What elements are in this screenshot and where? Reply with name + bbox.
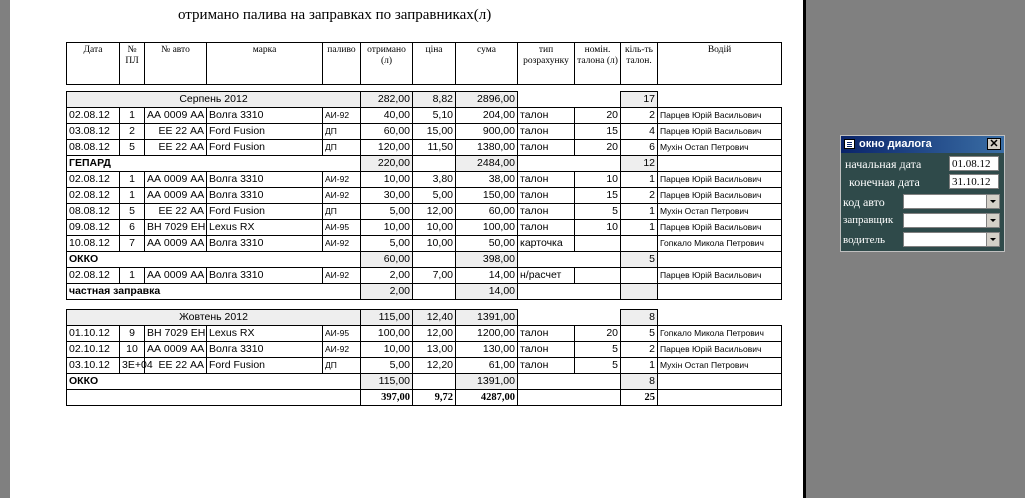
cell-car-number: АА 0009 АА bbox=[145, 342, 207, 358]
cell-coupon-count bbox=[621, 236, 658, 252]
chevron-down-icon[interactable] bbox=[986, 195, 999, 208]
cell-payment-type: талон bbox=[518, 172, 575, 188]
group-price: 8,82 bbox=[413, 92, 456, 108]
cell-driver: Парцев Юрій Васильович bbox=[658, 268, 782, 284]
cell-car-number: АА 0009 АА bbox=[145, 108, 207, 124]
cell-driver: Парцев Юрій Васильович bbox=[658, 124, 782, 140]
station-combo[interactable] bbox=[903, 213, 1000, 228]
table-row bbox=[67, 140, 782, 156]
cell-received: 10,00 bbox=[361, 220, 413, 236]
spacer-cell bbox=[67, 85, 782, 92]
section-total-row bbox=[67, 374, 782, 390]
cell-coupon-nominal bbox=[575, 268, 621, 284]
cell-car-number: ЕЕ 22 АА bbox=[145, 204, 207, 220]
cell-fuel: АИ-92 bbox=[323, 342, 361, 358]
cell-driver: Парцев Юрій Васильович bbox=[658, 108, 782, 124]
table-row bbox=[67, 220, 782, 236]
station-name: частная заправка bbox=[67, 284, 361, 300]
cell-car-number: АА 0009 АА bbox=[145, 268, 207, 284]
cell-payment-type: карточка bbox=[518, 236, 575, 252]
car-code-combo[interactable] bbox=[903, 194, 1000, 209]
cell-price: 12,00 bbox=[413, 326, 456, 342]
cell-coupon-count: 1 bbox=[621, 220, 658, 236]
cell-payment-type: талон bbox=[518, 140, 575, 156]
cell-date: 08.08.12 bbox=[67, 204, 120, 220]
table-row bbox=[67, 172, 782, 188]
cell-car-model: Волга 3310 bbox=[207, 236, 323, 252]
spacer-row bbox=[67, 85, 782, 92]
cell-car-number: ЕЕ 22 АА bbox=[145, 140, 207, 156]
cell-price: 12,00 bbox=[413, 204, 456, 220]
column-header: сума bbox=[456, 43, 518, 85]
empty-cell bbox=[67, 390, 361, 406]
cell-driver: Парцев Юрій Васильович bbox=[658, 188, 782, 204]
cell-coupon-nominal: 10 bbox=[575, 172, 621, 188]
table-row bbox=[67, 108, 782, 124]
cell-car-model: Ford Fusion bbox=[207, 358, 323, 374]
start-date-label: начальная дата bbox=[845, 157, 922, 171]
cell-date: 03.10.12 bbox=[67, 358, 120, 374]
cell-received: 2,00 bbox=[361, 268, 413, 284]
cell-payment-type: талон bbox=[518, 188, 575, 204]
cell-car-number: ЕЕ 22 АА bbox=[145, 124, 207, 140]
cell-price: 15,00 bbox=[413, 124, 456, 140]
cell-sum: 50,00 bbox=[456, 236, 518, 252]
cell-sum: 38,00 bbox=[456, 172, 518, 188]
cell-waybill: 5 bbox=[120, 140, 145, 156]
cell-fuel: ДП bbox=[323, 204, 361, 220]
cell-date: 02.08.12 bbox=[67, 172, 120, 188]
table-row bbox=[67, 342, 782, 358]
form-icon bbox=[844, 139, 855, 149]
cell-car-model: Волга 3310 bbox=[207, 172, 323, 188]
cell-sum: 130,00 bbox=[456, 342, 518, 358]
cell-driver: Парцев Юрій Васильович bbox=[658, 342, 782, 358]
cell-fuel: АИ-92 bbox=[323, 236, 361, 252]
station-label: заправщик bbox=[843, 214, 894, 226]
station-sum: 2484,00 bbox=[456, 156, 518, 172]
total-received: 397,00 bbox=[361, 390, 413, 406]
cell-received: 10,00 bbox=[361, 172, 413, 188]
station-count bbox=[621, 284, 658, 300]
cell-price: 11,50 bbox=[413, 140, 456, 156]
cell-sum: 100,00 bbox=[456, 220, 518, 236]
fuel-report-table bbox=[66, 42, 782, 406]
cell-coupon-count: 2 bbox=[621, 342, 658, 358]
cell-price: 5,10 bbox=[413, 108, 456, 124]
empty-cell bbox=[413, 252, 456, 268]
empty-cell bbox=[518, 252, 621, 268]
group-header-row bbox=[67, 92, 782, 108]
cell-date: 01.10.12 bbox=[67, 326, 120, 342]
table-row bbox=[67, 236, 782, 252]
report-title: отримано палива на заправках по заправниках(л) bbox=[178, 7, 492, 23]
empty-cell bbox=[658, 390, 782, 406]
group-sum: 1391,00 bbox=[456, 310, 518, 326]
cell-car-model: Lexus RX bbox=[207, 220, 323, 236]
cell-waybill: 7 bbox=[120, 236, 145, 252]
total-count: 25 bbox=[621, 390, 658, 406]
filter-dialog bbox=[840, 135, 1005, 252]
cell-received: 60,00 bbox=[361, 124, 413, 140]
cell-waybill: 1 bbox=[120, 268, 145, 284]
cell-coupon-count bbox=[621, 268, 658, 284]
cell-driver: Гопкало Микола Петрович bbox=[658, 326, 782, 342]
empty-cell bbox=[413, 374, 456, 390]
cell-coupon-count: 1 bbox=[621, 358, 658, 374]
cell-waybill: 5 bbox=[120, 204, 145, 220]
section-total-row bbox=[67, 156, 782, 172]
blank-cell bbox=[658, 92, 782, 108]
dialog-titlebar[interactable] bbox=[841, 136, 1004, 153]
cell-date: 02.10.12 bbox=[67, 342, 120, 358]
cell-price: 10,00 bbox=[413, 236, 456, 252]
station-received: 220,00 bbox=[361, 156, 413, 172]
cell-waybill: 6 bbox=[120, 220, 145, 236]
column-header: кіль-ть талон. bbox=[621, 43, 658, 85]
cell-fuel: АИ-92 bbox=[323, 268, 361, 284]
cell-waybill: 1 bbox=[120, 188, 145, 204]
cell-date: 03.08.12 bbox=[67, 124, 120, 140]
cell-date: 02.08.12 bbox=[67, 108, 120, 124]
column-header: паливо bbox=[323, 43, 361, 85]
end-date-label: конечная дата bbox=[849, 175, 920, 189]
cell-car-model: Ford Fusion bbox=[207, 124, 323, 140]
table-row bbox=[67, 358, 782, 374]
empty-cell bbox=[658, 284, 782, 300]
cell-coupon-nominal: 15 bbox=[575, 124, 621, 140]
group-name: Жовтень 2012 bbox=[67, 310, 361, 326]
cell-coupon-count: 5 bbox=[621, 326, 658, 342]
table-row bbox=[67, 268, 782, 284]
cell-car-number: АА 0009 АА bbox=[145, 236, 207, 252]
close-button[interactable]: ✕ bbox=[987, 138, 1001, 150]
station-sum: 398,00 bbox=[456, 252, 518, 268]
cell-car-model: Волга 3310 bbox=[207, 268, 323, 284]
column-header: тип розрахунку bbox=[518, 43, 575, 85]
cell-date: 08.08.12 bbox=[67, 140, 120, 156]
empty-cell bbox=[518, 390, 621, 406]
column-header: ціна bbox=[413, 43, 456, 85]
left-gutter bbox=[0, 0, 10, 498]
page-edge bbox=[803, 0, 806, 498]
cell-date: 02.08.12 bbox=[67, 268, 120, 284]
cell-fuel: АИ-92 bbox=[323, 108, 361, 124]
station-sum: 1391,00 bbox=[456, 374, 518, 390]
blank-cell bbox=[658, 310, 782, 326]
cell-coupon-nominal: 5 bbox=[575, 342, 621, 358]
cell-payment-type: талон bbox=[518, 220, 575, 236]
cell-fuel: АИ-95 bbox=[323, 220, 361, 236]
cell-received: 120,00 bbox=[361, 140, 413, 156]
spacer-row bbox=[67, 300, 782, 310]
cell-car-number: ВН 7029 ЕН bbox=[145, 220, 207, 236]
cell-car-model: Ford Fusion bbox=[207, 140, 323, 156]
cell-coupon-nominal: 20 bbox=[575, 108, 621, 124]
cell-sum: 1380,00 bbox=[456, 140, 518, 156]
cell-waybill: 2 bbox=[120, 124, 145, 140]
blank-cell bbox=[518, 92, 621, 108]
cell-payment-type: талон bbox=[518, 108, 575, 124]
grand-total-row bbox=[67, 390, 782, 406]
spacer-cell bbox=[67, 300, 782, 310]
table-row bbox=[67, 188, 782, 204]
cell-coupon-nominal: 20 bbox=[575, 140, 621, 156]
end-date-field[interactable]: 31.10.12 bbox=[949, 174, 999, 189]
cell-sum: 61,00 bbox=[456, 358, 518, 374]
cell-fuel: АИ-92 bbox=[323, 188, 361, 204]
cell-sum: 14,00 bbox=[456, 268, 518, 284]
cell-price: 12,20 bbox=[413, 358, 456, 374]
cell-coupon-nominal: 10 bbox=[575, 220, 621, 236]
cell-driver: Мухін Остап Петрович bbox=[658, 140, 782, 156]
cell-fuel: ДП bbox=[323, 358, 361, 374]
group-price: 12,40 bbox=[413, 310, 456, 326]
group-count: 8 bbox=[621, 310, 658, 326]
cell-price: 10,00 bbox=[413, 220, 456, 236]
cell-coupon-nominal: 20 bbox=[575, 326, 621, 342]
chevron-down-icon[interactable] bbox=[986, 233, 999, 246]
group-received: 115,00 bbox=[361, 310, 413, 326]
cell-date: 02.08.12 bbox=[67, 188, 120, 204]
cell-sum: 150,00 bbox=[456, 188, 518, 204]
total-sum: 4287,00 bbox=[456, 390, 518, 406]
cell-coupon-count: 6 bbox=[621, 140, 658, 156]
report-body bbox=[67, 43, 782, 406]
group-sum: 2896,00 bbox=[456, 92, 518, 108]
station-sum: 14,00 bbox=[456, 284, 518, 300]
cell-price: 13,00 bbox=[413, 342, 456, 358]
cell-waybill: 10 bbox=[120, 342, 145, 358]
cell-car-number: АА 0009 АА bbox=[145, 188, 207, 204]
driver-combo[interactable] bbox=[903, 232, 1000, 247]
table-header-row bbox=[67, 43, 782, 85]
cell-driver: Парцев Юрій Васильович bbox=[658, 172, 782, 188]
station-count: 5 bbox=[621, 252, 658, 268]
empty-cell bbox=[518, 284, 621, 300]
cell-driver: Мухін Остап Петрович bbox=[658, 358, 782, 374]
cell-payment-type: н/расчет bbox=[518, 268, 575, 284]
column-header: отримано (л) bbox=[361, 43, 413, 85]
cell-car-model: Ford Fusion bbox=[207, 204, 323, 220]
cell-driver: Мухін Остап Петрович bbox=[658, 204, 782, 220]
cell-car-model: Волга 3310 bbox=[207, 188, 323, 204]
cell-car-model: Волга 3310 bbox=[207, 342, 323, 358]
column-header: номін. талона (л) bbox=[575, 43, 621, 85]
dialog-title: окно диалога bbox=[859, 138, 932, 150]
cell-car-model: Lexus RX bbox=[207, 326, 323, 342]
station-received: 60,00 bbox=[361, 252, 413, 268]
cell-coupon-count: 1 bbox=[621, 204, 658, 220]
column-header: марка bbox=[207, 43, 323, 85]
cell-price: 5,00 bbox=[413, 188, 456, 204]
cell-waybill: 1 bbox=[120, 172, 145, 188]
chevron-down-icon[interactable] bbox=[986, 214, 999, 227]
station-name: ОККО bbox=[67, 252, 361, 268]
empty-cell bbox=[518, 374, 621, 390]
cell-sum: 900,00 bbox=[456, 124, 518, 140]
total-price: 9,72 bbox=[413, 390, 456, 406]
empty-cell bbox=[658, 156, 782, 172]
cell-car-number: ВН 7029 ЕН bbox=[145, 326, 207, 342]
cell-sum: 60,00 bbox=[456, 204, 518, 220]
station-name: ОККО bbox=[67, 374, 361, 390]
cell-payment-type: талон bbox=[518, 342, 575, 358]
report-table-container bbox=[66, 42, 781, 406]
group-received: 282,00 bbox=[361, 92, 413, 108]
cell-sum: 1200,00 bbox=[456, 326, 518, 342]
station-name: ГЕПАРД bbox=[67, 156, 361, 172]
driver-label: водитель bbox=[843, 234, 885, 246]
cell-price: 7,00 bbox=[413, 268, 456, 284]
cell-received: 40,00 bbox=[361, 108, 413, 124]
cell-driver: Парцев Юрій Васильович bbox=[658, 220, 782, 236]
cell-coupon-nominal: 5 bbox=[575, 204, 621, 220]
empty-cell bbox=[518, 156, 621, 172]
station-received: 115,00 bbox=[361, 374, 413, 390]
cell-fuel: ДП bbox=[323, 124, 361, 140]
cell-price: 3,80 bbox=[413, 172, 456, 188]
empty-cell bbox=[413, 284, 456, 300]
cell-sum: 204,00 bbox=[456, 108, 518, 124]
group-name: Серпень 2012 bbox=[67, 92, 361, 108]
column-header: Водій bbox=[658, 43, 782, 85]
cell-payment-type: талон bbox=[518, 124, 575, 140]
cell-car-number: АА 0009 АА bbox=[145, 172, 207, 188]
cell-received: 5,00 bbox=[361, 236, 413, 252]
table-row bbox=[67, 204, 782, 220]
cell-coupon-count: 4 bbox=[621, 124, 658, 140]
empty-cell bbox=[658, 374, 782, 390]
cell-coupon-count: 2 bbox=[621, 108, 658, 124]
car-code-label: код авто bbox=[843, 195, 885, 209]
cell-received: 30,00 bbox=[361, 188, 413, 204]
cell-car-number: ЕЕ 22 АА bbox=[145, 358, 207, 374]
blank-cell bbox=[518, 310, 621, 326]
cell-received: 5,00 bbox=[361, 358, 413, 374]
station-count: 12 bbox=[621, 156, 658, 172]
cell-date: 10.08.12 bbox=[67, 236, 120, 252]
table-row bbox=[67, 326, 782, 342]
station-received: 2,00 bbox=[361, 284, 413, 300]
cell-received: 10,00 bbox=[361, 342, 413, 358]
cell-coupon-nominal: 15 bbox=[575, 188, 621, 204]
empty-cell bbox=[413, 156, 456, 172]
cell-driver: Гопкало Микола Петрович bbox=[658, 236, 782, 252]
cell-fuel: АИ-92 bbox=[323, 172, 361, 188]
start-date-field[interactable]: 01.08.12 bbox=[949, 156, 999, 171]
cell-received: 100,00 bbox=[361, 326, 413, 342]
cell-waybill: 9 bbox=[120, 326, 145, 342]
column-header: № ПЛ bbox=[120, 43, 145, 85]
group-count: 17 bbox=[621, 92, 658, 108]
table-row bbox=[67, 124, 782, 140]
column-header: Дата bbox=[67, 43, 120, 85]
group-header-row bbox=[67, 310, 782, 326]
cell-payment-type: талон bbox=[518, 326, 575, 342]
station-count: 8 bbox=[621, 374, 658, 390]
section-total-row bbox=[67, 284, 782, 300]
cell-received: 5,00 bbox=[361, 204, 413, 220]
cell-payment-type: талон bbox=[518, 204, 575, 220]
section-total-row bbox=[67, 252, 782, 268]
cell-coupon-nominal bbox=[575, 236, 621, 252]
cell-coupon-count: 2 bbox=[621, 188, 658, 204]
cell-car-model: Волга 3310 bbox=[207, 108, 323, 124]
cell-fuel: АИ-95 bbox=[323, 326, 361, 342]
column-header: № авто bbox=[145, 43, 207, 85]
cell-coupon-count: 1 bbox=[621, 172, 658, 188]
cell-payment-type: талон bbox=[518, 358, 575, 374]
cell-date: 09.08.12 bbox=[67, 220, 120, 236]
cell-coupon-nominal: 5 bbox=[575, 358, 621, 374]
cell-waybill: 1 bbox=[120, 108, 145, 124]
cell-waybill: 3E+04 bbox=[120, 358, 145, 374]
cell-fuel: ДП bbox=[323, 140, 361, 156]
empty-cell bbox=[658, 252, 782, 268]
